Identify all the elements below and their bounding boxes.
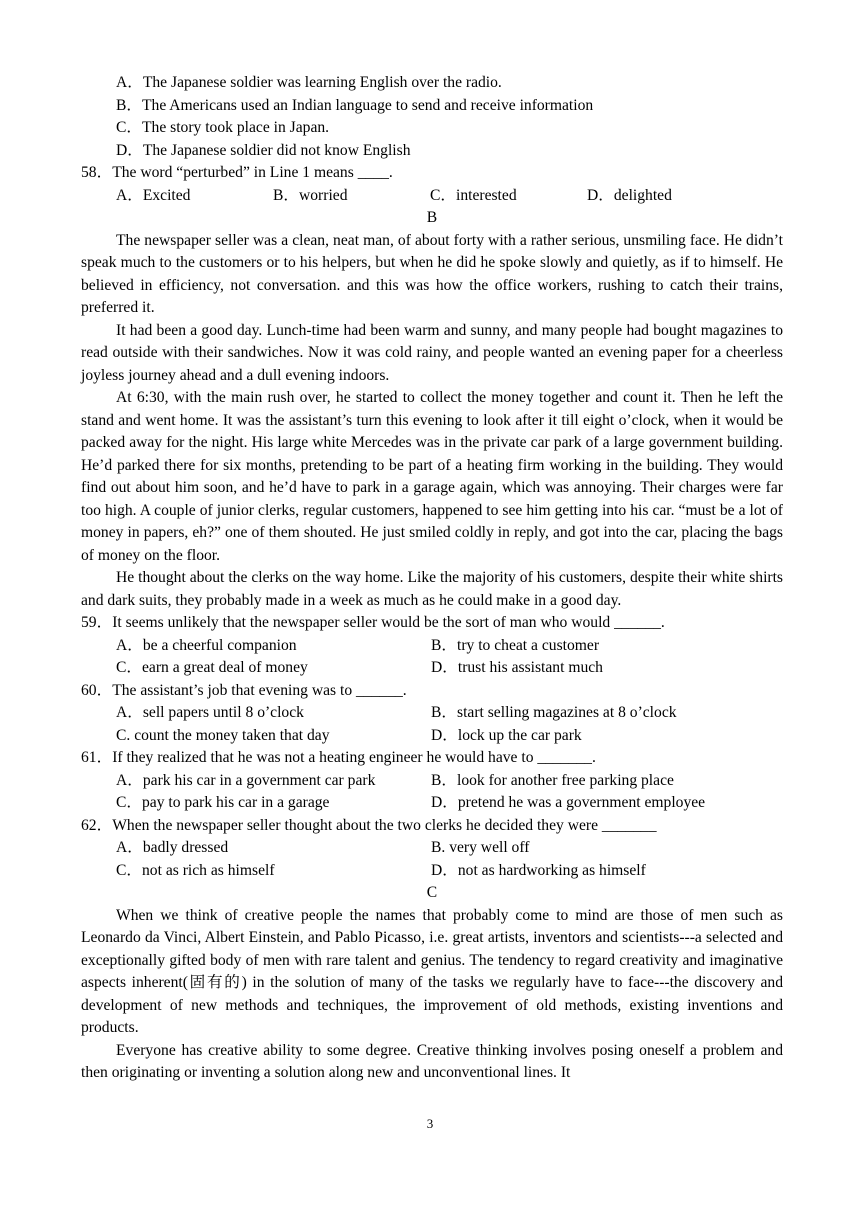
q58-option-d: D．delighted <box>587 186 672 204</box>
question-60 <box>81 680 783 748</box>
question-59 <box>81 612 783 680</box>
q61-stem: 61．If they realized that he was not a heating engineer he would have to _______. <box>81 749 596 766</box>
q57-option-c: C．The story took place in Japan. <box>116 119 330 136</box>
section-b-heading: B <box>426 209 438 226</box>
q58-option-a: A．Excited <box>116 186 191 204</box>
q59-option-c: C．earn a great deal of money <box>116 659 308 676</box>
section-b-paragraph: The newspaper seller was a clean, neat man, of about forty with a rather serious, unsmiling face. He didn’t speak much to the customers or to his helpers, but when he did he spoke slowly and quietly, as if to himself. He believed in efficiency, not conversation. and this was how the office workers, rushing to catch their trains, preferred it. <box>81 231 783 316</box>
q58-option-c: C．interested <box>430 186 517 204</box>
q57-options <box>81 72 783 162</box>
section-b-paragraph: It had been a good day. Lunch-time had been warm and sunny, and many people had bought magazines to read outside with their sandwiches. Now it was cold rainy, and people wanted an evening paper for a cheerless joyless journey ahead and a dull evening indoors. <box>81 321 783 384</box>
section-c-paragraph: When we think of creative people the names that probably come to mind are those of men such as Leonardo da Vinci, Albert Einstein, and Pablo Picasso, i.e. great artists, inventors and scientists---a selected and exceptionally gifted body of men with rare talent and genius. The tendency to regard creativity and imaginative aspects inherent(固有的) in the solution of many of the tasks we regularly have to face---the discovery and development of new methods and techniques, the improvement of old methods, existing inventions and products. <box>81 906 783 1036</box>
q59-option-a: A．be a cheerful companion <box>116 636 297 654</box>
q62-option-c: C．not as rich as himself <box>116 861 275 879</box>
section-c-heading: C <box>426 884 438 901</box>
q58-stem: 58．The word “perturbed” in Line 1 means ____. <box>81 164 393 181</box>
q57-option-d: D．The Japanese soldier did not know English <box>116 141 411 159</box>
q59-stem: 59．It seems unlikely that the newspaper seller would be the sort of man who would ______. <box>81 614 665 631</box>
page-number: 3 <box>426 1116 434 1131</box>
q59-option-d: D．trust his assistant much <box>431 659 603 676</box>
q61-option-d: D．pretend he was a government employee <box>431 794 706 811</box>
section-c-paragraph: Everyone has creative ability to some degree. Creative thinking involves posing oneself a problem and then originating or inventing a solution along new and unconventional lines. It <box>81 1041 783 1081</box>
q59-option-b: B．try to cheat a customer <box>431 636 600 654</box>
q60-option-c: C. count the money taken that day <box>116 726 330 744</box>
q60-stem: 60．The assistant’s job that evening was to ______. <box>81 681 407 699</box>
q57-option-b: B．The Americans used an Indian language to send and receive information <box>116 96 594 114</box>
question-62 <box>81 815 783 883</box>
section-b-paragraph: He thought about the clerks on the way home. Like the majority of his customers, despite their white shirts and dark suits, they probably made in a week as much as he could make in a good day. <box>81 569 783 609</box>
q58-option-b: B．worried <box>273 186 348 204</box>
q61-option-c: C．pay to park his car in a garage <box>116 794 330 811</box>
q62-option-d: D．not as hardworking as himself <box>431 861 646 879</box>
q60-option-a: A．sell papers until 8 o’clock <box>116 704 304 721</box>
q57-option-a: A．The Japanese soldier was learning English over the radio. <box>116 74 502 91</box>
exam-page <box>81 72 783 1085</box>
q58-options <box>81 185 783 208</box>
q62-option-b: B. very well off <box>431 839 530 856</box>
question-61 <box>81 747 783 815</box>
q62-stem: 62．When the newspaper seller thought about the two clerks he decided they were _______ <box>81 816 657 834</box>
q61-option-a: A．park his car in a government car park <box>116 771 376 789</box>
q61-option-b: B．look for another free parking place <box>431 771 674 789</box>
section-b-paragraph: At 6:30, with the main rush over, he started to collect the money together and count it. Then he left the stand and went home. It was the assistant’s turn this evening to look after it till eight o’clock, when it would be packed away for the night. His large white Mercedes was in the private car park of a large government building. He’d parked there for six months, pretending to be part of a heating firm working in the building. They would find out about him soon, and he’d have to park in a garage again, which was annoying. Their charges were far too high. A couple of junior clerks, regular customers, happened to see him getting into his car. “must be a lot of money in papers, eh?” one of them shouted. He just smiled coldly in reply, and got into the car, placing the bags of money on the floor. <box>81 389 783 564</box>
q60-option-b: B．start selling magazines at 8 o’clock <box>431 704 677 721</box>
q62-option-a: A．badly dressed <box>116 839 229 856</box>
q60-option-d: D．lock up the car park <box>431 726 582 744</box>
